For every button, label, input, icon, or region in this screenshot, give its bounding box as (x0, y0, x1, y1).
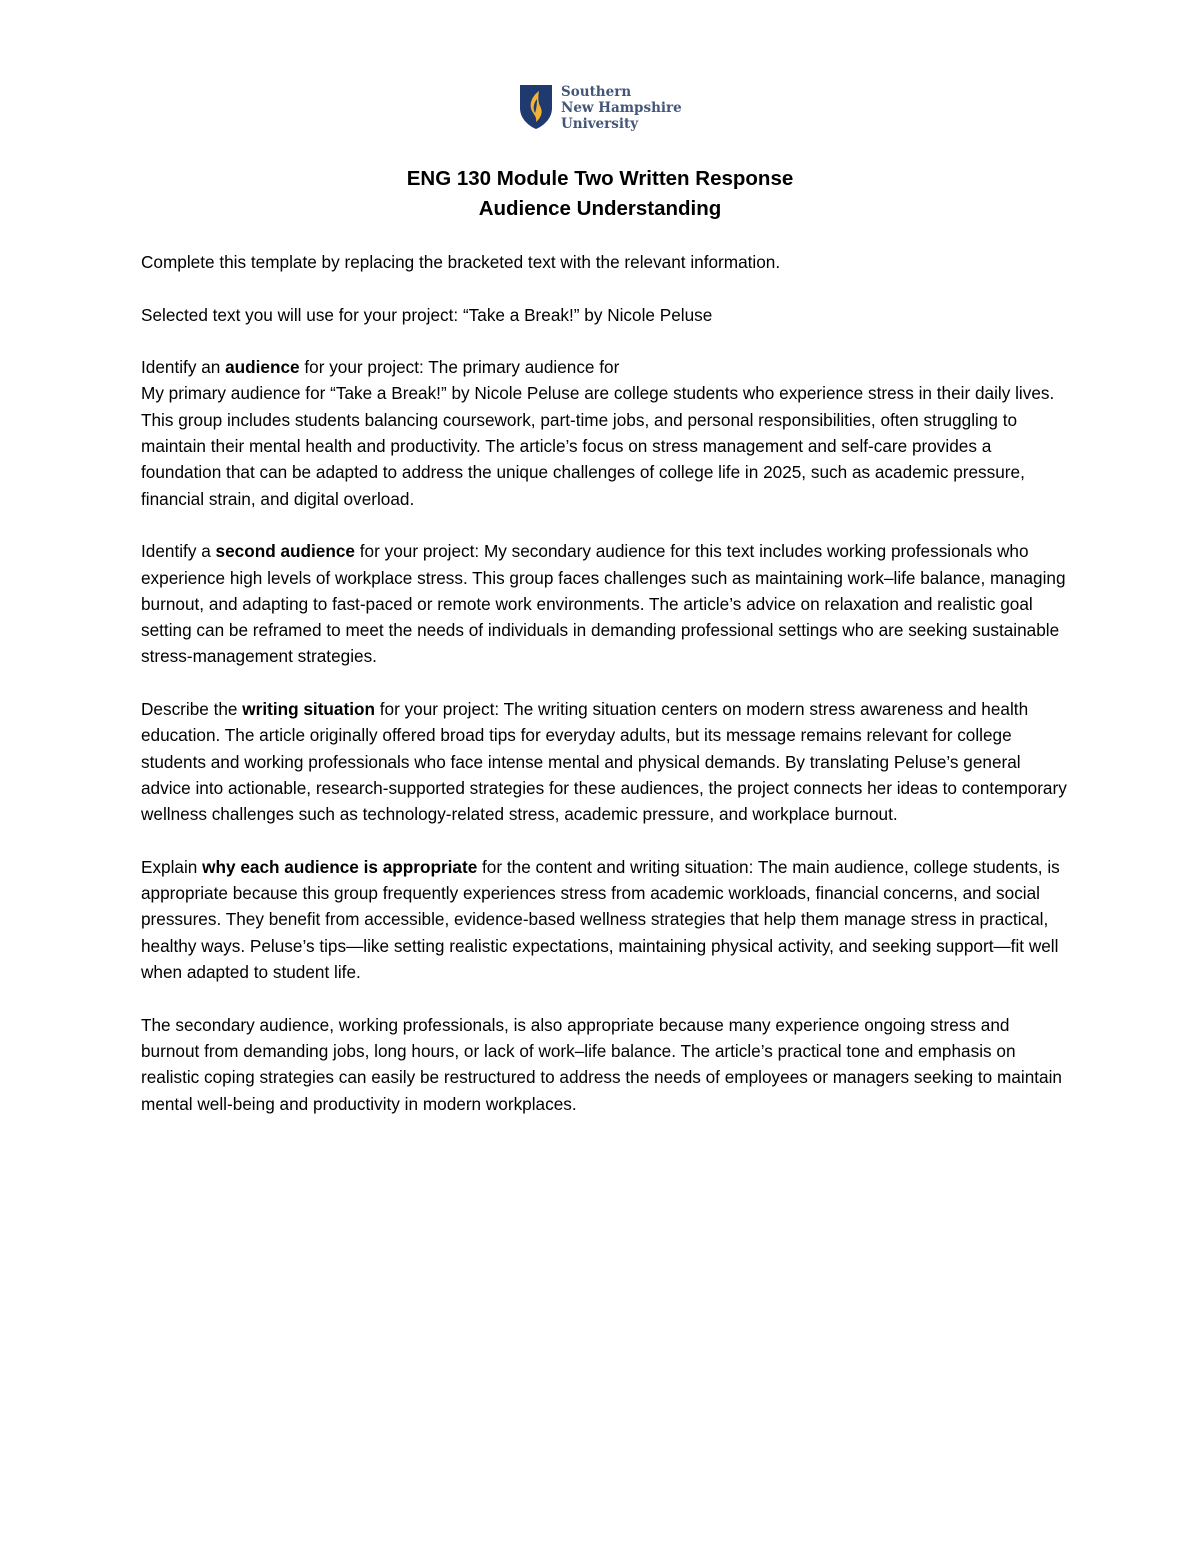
snhu-shield-icon (519, 84, 553, 130)
audience-paragraph (141, 354, 1071, 512)
second-audience-paragraph (141, 538, 1071, 669)
logo-line-university: University (561, 116, 639, 132)
writing-situation-paragraph (141, 696, 1071, 827)
second-audience-prompt-keyword: second audience (215, 541, 355, 562)
why-appropriate-prompt-pre: Explain (141, 856, 203, 877)
why-appropriate-prompt-keyword: why each audience is appropriate (202, 856, 478, 877)
snhu-wordmark (561, 84, 682, 132)
second-audience-prompt-pre: Identify a (141, 541, 216, 562)
selected-text-paragraph (141, 302, 1071, 328)
why-appropriate-paragraph (141, 854, 1071, 985)
secondary-audience-paragraph (141, 1012, 1071, 1117)
document-body (141, 249, 1071, 1143)
writing-situation-answer: The writing situation centers on modern stress awareness and health education. The article originally offered broad tips for everyday adults, but its message remains relevant for college students and working professionals who face intense mental and physical demands. By translating Peluse’s general advice into actionable, research-supported strategies for these audiences, the project connects her ideas to contemporary wellness challenges such as technology-related stress, academic pressure, and workplace burnout. (141, 699, 1067, 825)
instructions-paragraph (141, 249, 1071, 275)
instructions-text: Complete this template by replacing the bracketed text with the relevant information. (141, 252, 781, 272)
audience-line-1: The primary audience for (428, 357, 620, 378)
why-appropriate-answer: The main audience, college students, is appropriate because this group frequently experiences stress from academic workloads, financial concerns, and social pressures. They benefit from accessible, evidence-based wellness strategies that help them manage stress in practical, healthy ways. Peluse’s tips—like setting realistic expectations, maintaining physical activity, and seeking support—fit well when adapted to student life. (141, 856, 1060, 983)
writing-situation-prompt-post: for your project: (374, 699, 504, 720)
logo-line-southern: Southern (561, 84, 632, 100)
secondary-audience-text: The secondary audience, working professionals, is also appropriate because many experience ongoing stress and burnout from demanding jobs, long hours, or lack of work–life balance. The article’s practical tone and emphasis on realistic coping strategies can easily be restructured to address the needs of employees or managers seeking to maintain mental well-being and productivity in modern workplaces. (141, 1014, 1062, 1114)
snhu-logo (519, 84, 682, 132)
audience-prompt-keyword: audience (225, 357, 300, 378)
audience-answer: My primary audience for “Take a Break!” by Nicole Peluse are college students who experience stress in their daily lives. This group includes students balancing coursework, part-time jobs, and personal responsibilities, often struggling to maintain their mental health and productivity. The article’s focus on stress management and self-care provides a foundation that can be adapted to address the unique challenges of college life in 2025, such as academic pressure, financial strain, and digital overload. (141, 383, 1055, 509)
document-title (0, 164, 1200, 224)
selected-text-prompt: Selected text you will use for your project: (141, 304, 463, 325)
writing-situation-prompt-pre: Describe the (141, 699, 243, 720)
title-line-1: ENG 130 Module Two Written Response (406, 167, 794, 190)
why-appropriate-prompt-post: for the content and writing situation: (477, 856, 758, 877)
selected-text-answer: “Take a Break!” by Nicole Peluse (462, 304, 713, 325)
second-audience-answer: My secondary audience for this text includes working professionals who experience high levels of workplace stress. This group faces challenges such as maintaining work–life balance, managing burnout, and adapting to fast-paced or remote work environments. The article’s advice on relaxation and realistic goal setting can be reframed to meet the needs of individuals in demanding professional settings who are seeking sustainable stress-management strategies. (141, 541, 1066, 667)
title-line-2: Audience Understanding (478, 197, 722, 220)
audience-prompt-post: for your project: (299, 357, 429, 378)
audience-prompt-pre: Identify an (141, 357, 226, 378)
second-audience-prompt-post: for your project: (355, 541, 484, 562)
writing-situation-prompt-keyword: writing situation (242, 699, 375, 720)
logo-line-new-hampshire: New Hampshire (561, 100, 682, 116)
